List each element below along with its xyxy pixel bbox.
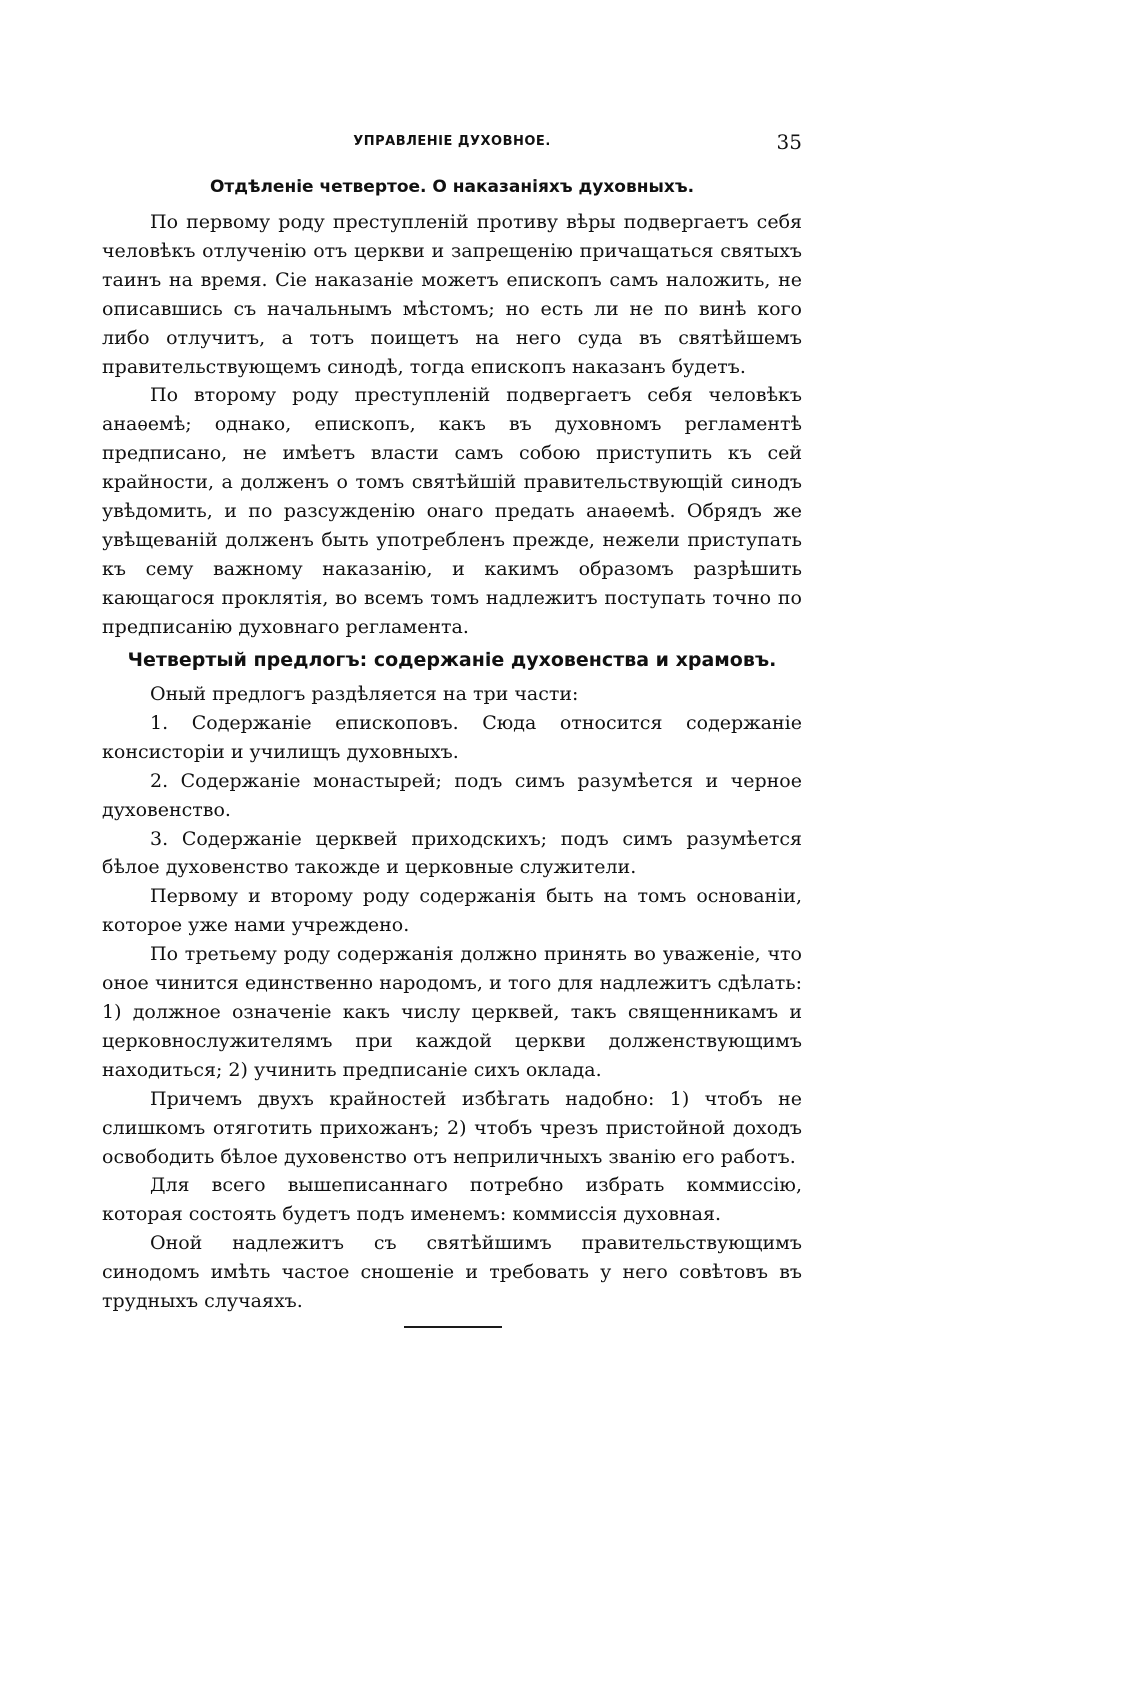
page-number: 35	[776, 130, 802, 154]
end-rule	[404, 1326, 502, 1328]
paragraph: Для всего вышеписаннаго потребно избрать коммиссію, которая состоять будетъ подъ именемъ: коммиссія духовная.	[102, 1174, 802, 1226]
running-title: УПРАВЛЕНІЕ ДУХОВНОЕ.	[353, 134, 551, 149]
section-body-punishments	[102, 208, 802, 642]
book-page	[102, 0, 802, 1682]
section-heading-punishments: Отдѣленіе четвертое. О наказаніяхъ духовныхъ.	[209, 177, 695, 197]
section-body-clergy-support	[102, 680, 802, 1316]
section-heading-clergy-support: Четвертый предлогъ: содержаніе духовенства и храмовъ.	[127, 649, 777, 671]
list-item: 1. Содержаніе епископовъ. Сюда относится содержаніе консисторіи и училищъ духовныхъ.	[102, 711, 802, 763]
paragraph: Первому и второму роду содержанія быть на томъ основаніи, которое уже нами учреждено.	[102, 885, 802, 937]
paragraph: По второму роду преступленій подвергаетъ себя человѣкъ анаѳемѣ; однако, епископъ, какъ въ духовномъ регламентѣ предписано, не имѣетъ власти самъ собою приступить къ сей крайности, а долженъ о томъ святѣйшій правительствующій синодъ увѣдомить, и по разсужденію онаго предать анаѳемѣ. Обрядъ же увѣщеваній долженъ быть употребленъ прежде, нежели приступать къ сему важному наказанію, и какимъ образомъ разрѣшить кающагося проклятія, во всемъ томъ надлежитъ поступать точно по предписанію духовнаго регламента.	[102, 384, 802, 638]
paragraph: Оной надлежитъ съ святѣйшимъ правительствующимъ синодомъ имѣть частое сношеніе и требовать у него совѣтовъ въ трудныхъ случаяхъ.	[102, 1232, 802, 1313]
paragraph: По первому роду преступленій противу вѣры подвергаетъ себя человѣкъ отлученію отъ церкви и запрещенію причащаться святыхъ таинъ на время. Сіе наказаніе можетъ епископъ самъ наложить, не описавшись съ начальнымъ мѣстомъ; но есть ли не по винѣ кого либо отлучитъ, а тотъ поищетъ на него суда въ святѣйшемъ правительствующемъ синодѣ, тогда епископъ наказанъ будетъ.	[102, 211, 802, 378]
paragraph: Оный предлогъ раздѣляется на три части:	[150, 683, 579, 705]
paragraph: Причемъ двухъ крайностей избѣгать надобно: 1) чтобъ не слишкомъ отяготить прихожанъ; 2) чтобъ чрезъ пристойной доходъ освободить бѣлое духовенство отъ неприличныхъ званію его работъ.	[102, 1087, 802, 1168]
list-item: 3. Содержаніе церквей приходскихъ; подъ симъ разумѣется бѣлое духовенство такожде и церковные служители.	[102, 827, 802, 879]
list-item: 2. Содержаніе монастырей; подъ симъ разумѣется и черное духовенство.	[102, 769, 802, 821]
running-head	[102, 128, 802, 156]
paragraph: По третьему роду содержанія должно принять во уваженіе, что оное чинится единственно народомъ, и того для надлежитъ сдѣлать: 1) должное означеніе какъ числу церквей, такъ священникамъ и церковнослужителямъ при каждой церкви долженствующимъ находиться; 2) учинить предписаніе сихъ оклада.	[102, 943, 802, 1081]
